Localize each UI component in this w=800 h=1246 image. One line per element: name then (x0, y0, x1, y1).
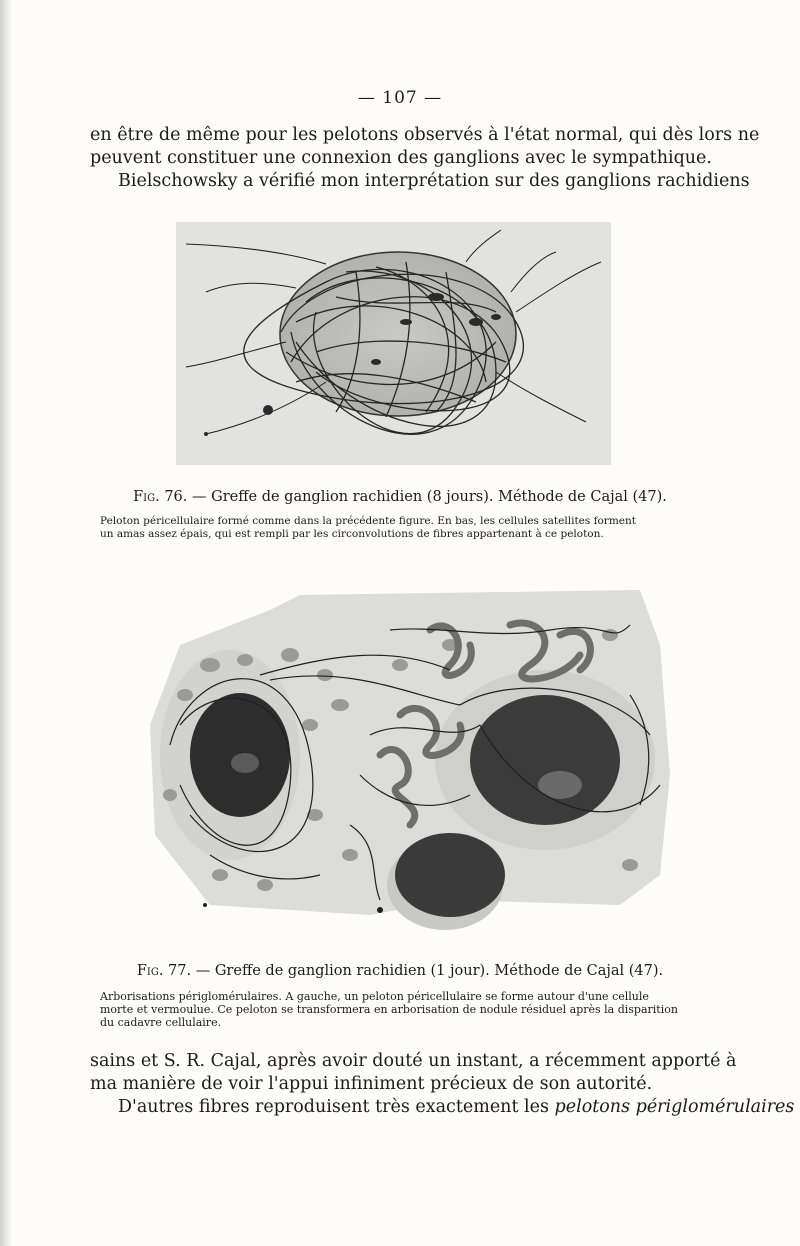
text-line: en être de même pour les pelotons observés à l'état normal, qui dès lors ne (90, 125, 760, 145)
figure-77-title: — Greffe de ganglion rachidien (1 jour). Méthode de Cajal (47). (195, 963, 664, 979)
figure-76-caption (0, 489, 800, 505)
figure-76-illustration (176, 222, 611, 465)
text-line: Bielschowsky a vérifié mon interprétation sur des ganglions rachidiens (118, 171, 750, 191)
figure-76-note (100, 515, 705, 541)
figure-76-drawing (176, 222, 611, 465)
note-line: Arborisations périglomérulaires. A gauche, un peloton péricellulaire se forme autour d'une cellule (100, 990, 649, 1003)
bottom-paragraph (90, 1050, 795, 1119)
figure-76-number: Fig. 76. (133, 489, 188, 505)
italic-term: pelotons périglomérulaires (554, 1097, 795, 1117)
figure-77-caption (0, 963, 800, 979)
text-line: sains et S. R. Cajal, après avoir douté un instant, a récemment apporté à (90, 1051, 737, 1071)
text-segment: D'autres fibres reproduisent très exactement les (118, 1097, 555, 1117)
text-line: peuvent constituer une connexion des ganglions avec le sympathique. (90, 148, 712, 168)
note-line: Peloton péricellulaire formé comme dans la précédente figure. En bas, les cellules satellites forment (100, 515, 636, 527)
text-line (90, 1096, 795, 1119)
note-line: morte et vermoulue. Ce peloton se transformera en arborisation de nodule résiduel après la disparition (100, 1003, 678, 1016)
figure-77-drawing (150, 585, 670, 930)
note-line: un amas assez épais, qui est rempli par les circonvolutions de fibres appartenant à ce peloton. (100, 528, 604, 540)
note-line: du cadavre cellulaire. (100, 1016, 222, 1029)
figure-76-title: — Greffe de ganglion rachidien (8 jours). Méthode de Cajal (47). (192, 489, 667, 505)
page-number: — 107 — (357, 88, 443, 108)
figure-77-note (100, 990, 705, 1029)
text-line: ma manière de voir l'appui infiniment précieux de son autorité. (90, 1074, 653, 1094)
page-edge-shadow (0, 0, 12, 1246)
figure-77-illustration (150, 585, 670, 930)
top-paragraph (90, 124, 760, 193)
figure-77-number: Fig. 77. (136, 963, 192, 979)
